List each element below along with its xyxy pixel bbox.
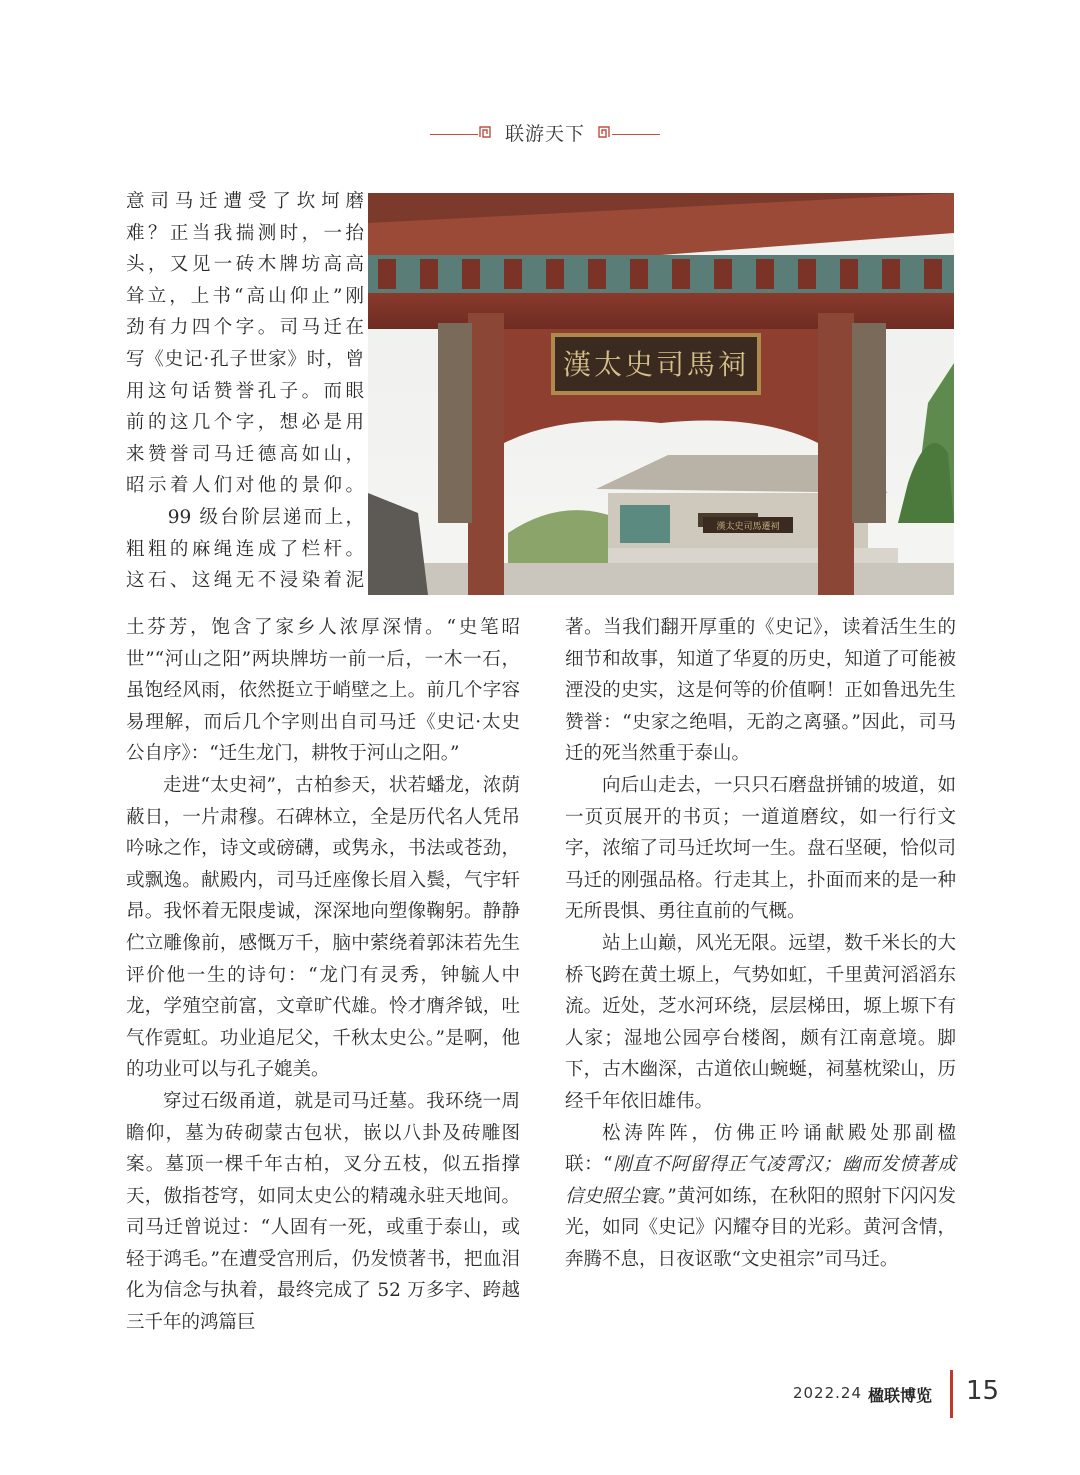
text-line: 劲有力四个字。司马迁在 — [126, 317, 364, 339]
text-run: 。”黄河如练，在秋阳的照射下闪闪发光，如同《史记》闪耀夺目的光彩。黄河含情，奔腾不息，日夜讴歌“文史祖宗”司马迁。 — [565, 1185, 956, 1270]
paragraph: 向后山走去，一只只石磨盘拼铺的坡道，如一页页展开的书页；一道道磨纹，如一行行文字，浓缩了司马迁坎坷一生。盘石坚硬，恰似司马迁的刚强品格。行走其上，扑面而来的是一种无所畏惧、勇往直前的气概。 — [565, 774, 956, 923]
page-footer — [0, 1378, 1080, 1418]
right-column — [565, 612, 956, 1275]
header-rule-right — [612, 134, 660, 135]
couplet-quote: 刚直不阿留得正气凌霄汉；幽而发愤著成信史照尘寰 — [565, 1154, 956, 1207]
text-line: 意司马迁遭受了坎坷磨 — [126, 191, 364, 212]
text-line: 前的这几个字，想必是用 — [126, 412, 364, 434]
text-line: 昭示着人们对他的景仰。 — [126, 475, 364, 497]
text-run: 松涛阵阵，仿佛正吟诵献殿处那副楹联：“ — [565, 1122, 956, 1176]
text-line: 这石、这绳无不浸染着泥 — [126, 570, 364, 592]
text-line: 难？正当我揣测时，一抬 — [126, 222, 364, 244]
section-title: 联游天下 — [504, 123, 585, 145]
fret-ornament-icon — [479, 126, 491, 138]
text-line: 来赞誉司马迁德高如山， — [126, 443, 364, 465]
issue-date: 2022.24 — [792, 1384, 862, 1402]
paragraph: 走进“太史祠”，古柏参天，状若蟠龙，浓荫蔽日，一片肃穆。石碑林立，全是历代名人凭吊吟咏之作，诗文或磅礴，或隽永，书法或苍劲，或飘逸。献殿内，司马迁座像长眉入鬓，气宇轩昂。我怀着无限虔诚，深深地向塑像鞠躬。静静伫立雕像前，感慨万千，脑中萦绕着郭沫若先生评价他一生的诗句：“龙门有灵秀，钟毓人中龙，学殖空前富，文章旷代雄。怜才膺斧钺，吐气作霓虹。功业追尼父，千秋太史公。”是啊，他的功业可以与孔子媲美。 — [126, 774, 520, 1081]
paragraph: 著。当我们翻开厚重的《史记》，读着活生生的细节和故事，知道了华夏的历史，知道了可能被湮没的史实，这是何等的价值啊！正如鲁迅先生赞誉：“史家之绝唱，无韵之离骚。”因此，司马迁的死当然重于泰山。 — [565, 617, 956, 765]
paragraph: 站上山巅，风光无限。远望，数千米长的大桥飞跨在黄土塬上，气势如虹，千里黄河滔滔东流。近处，芝水河环绕，层层梯田，塬上塬下有人家；湿地公园亭台楼阁，颇有江南意境。脚下，古木幽深，古道依山蜿蜒，祠墓枕梁山，历经千年依旧雄伟。 — [565, 932, 956, 1112]
text-line: 粗粗的麻绳连成了栏杆。 — [126, 538, 364, 560]
text-line: 99 级台阶层递而上， — [126, 506, 364, 528]
text-line: 用这句话赞誉孔子。而眼 — [126, 380, 364, 402]
header-rule-left — [430, 134, 478, 135]
page-number: 15 — [966, 1376, 1000, 1406]
section-header — [0, 120, 1080, 150]
paragraph — [565, 1118, 956, 1276]
fret-ornament-icon — [598, 126, 610, 138]
memorial-archway-photo — [368, 193, 954, 595]
paragraph: 土芬芳，饱含了家乡人浓厚深情。“史笔昭世”“河山之阳”两块牌坊一前一后，一木一石，虽饱经风雨，依然挺立于峭壁之上。前几个字容易理解，而后几个字则出自司马迁《史记·太史公自序》：“迁生龙门，耕牧于河山之阳。” — [126, 617, 520, 765]
text-line: 写《史记·孔子世家》时，曾 — [126, 348, 364, 370]
text-line: 耸立，上书“高山仰止”刚 — [126, 285, 364, 307]
intro-paragraph — [126, 186, 364, 597]
archway-plaque-text: 漢太史司馬祠 — [562, 348, 750, 381]
hall-plaque-text: 漢太史司馬遷祠 — [716, 522, 780, 532]
archway-illustration — [368, 193, 954, 595]
magazine-name: 楹联博览 — [868, 1386, 933, 1405]
text-line: 头，又见一砖木牌坊高高 — [126, 254, 364, 276]
left-column — [126, 612, 520, 1339]
footer-divider — [950, 1370, 953, 1418]
paragraph: 穿过石级甬道，就是司马迁墓。我环绕一周瞻仰，墓为砖砌蒙古包状，嵌以八卦及砖雕图案。墓顶一棵千年古柏，叉分五枝，似五指撑天，傲指苍穹，如同太史公的精魂永驻天地间。司马迁曾说过：“人固有一死，或重于泰山，或轻于鸿毛。”在遭受宫刑后，仍发愤著书，把血泪化为信念与执着，最终完成了 52 万多字、跨越三千年的鸿篇巨 — [126, 1090, 520, 1334]
